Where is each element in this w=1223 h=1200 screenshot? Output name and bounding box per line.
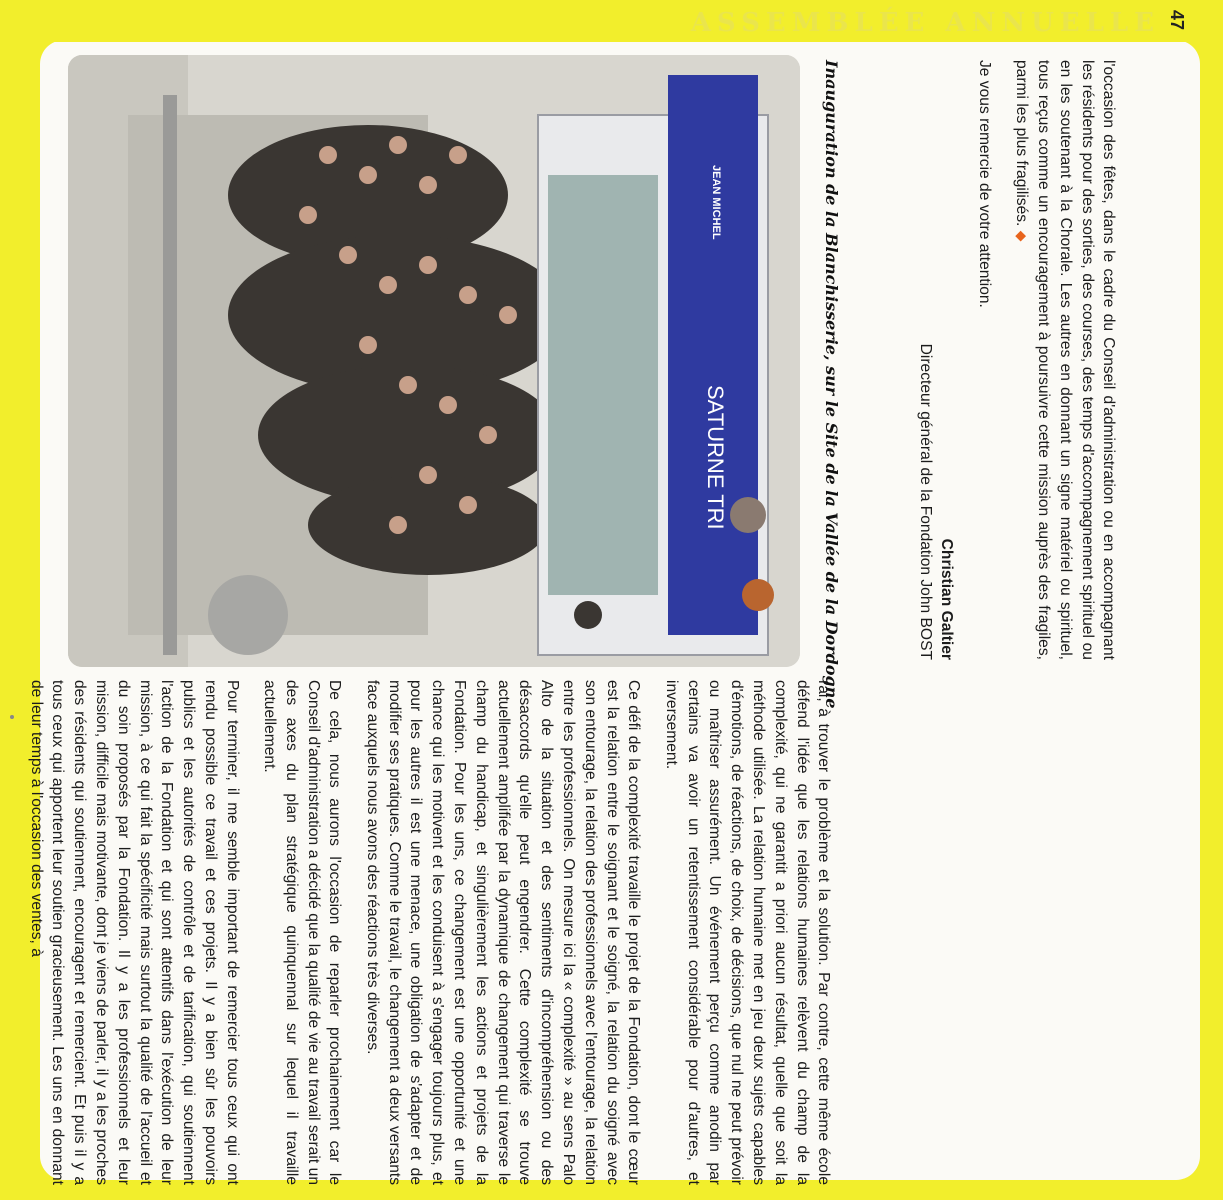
body-column-1 xyxy=(27,680,850,1185)
body-column-2 xyxy=(880,60,1140,660)
paragraph: Je vous remercie de votre attention. xyxy=(975,60,993,308)
diamond-icon: ◆ xyxy=(1014,230,1031,242)
section-title: ASSEMBLÉE ANNUELLE xyxy=(690,8,1160,38)
photo-caption: Inauguration de la Blanchisserie, sur le Site de la Vallée de la Dordogne xyxy=(822,60,841,709)
page-mark xyxy=(10,715,14,719)
event-photo xyxy=(68,55,800,667)
machine-label: SATURNE TRI xyxy=(703,385,728,530)
paragraph: Ce défi de la complexité travaille le projet de la Fondation, dont le cœur est la relation entre le soignant et le soigné, la relation du soigné avec son entourage, la relation des professionnels avec l'entourage, la relation entre les professionnels. On mesure ici la « complexité » au sens Palo Alto de la situation et des sentiments d'incompréhension ou des désaccords qu'elle peut engendrer. Cette complexité se trouve actuellement amplifiée par la dynamique de changement qui traverse le champ du handicap, et singulièrement les actions et projets de la Fondation. Pour les uns, ce changement est une opportunité et une chance qui les motivent et les conduisent à s'engager toujours plus, et pour les autres il est une menace, une obligation de s'adapter et de modifier ses pratiques. Comme le travail, le changement a deux versants face auxquels nous avons des réactions très diverses. xyxy=(363,680,643,1185)
paragraph: De cela, nous aurons l'occasion de reparler prochainement car le Conseil d'administration a décidé que la qualité de vie au travail serait un des axes du plan stratégique quinquennal sur lequel il travaille actuellement. xyxy=(261,680,344,1185)
signature xyxy=(914,60,958,660)
body-column-2-text xyxy=(914,60,1135,660)
photo-illustration xyxy=(68,55,800,667)
paragraph: Pour terminer, il me semble important de remercier tous ceux qui ont rendu possible ce travail et ces projets. Il y a bien sûr les pouvoirs publics et les autorités de contrôle et de tarification, qui soutiennent l'action de la Fondation et qui sont attentifs dans l'exécution de leur mission, à ce qui fait la spécificité mais surtout la qualité de l'accueil et du soin proposés par la Fondation. Il y a les professionnels et leur mission, difficile mais motivante, dont je viens de parler, il y a les proches des résidents qui soutiennent, encouragent et remercient. Et puis il y a tous ceux qui apportent leur soutien gracieusement. Les uns en donnant de leur temps à l'occasion des ventes, à xyxy=(27,680,241,1185)
paragraph-text: l'occasion des fêtes, dans le cadre du Conseil d'administration ou en accompagnant les résidents pour des sorties, des courses, des temps d'accompagnement spirituel ou en les soutenant à la Chorale. Les autres en donnant un signe matériel ou spirituel, tous reçus comme un encouragement à poursuivre cette mission auprès des fragiles, parmi les plus fragilisés. xyxy=(1013,60,1118,660)
signature-name: Christian Galtier xyxy=(938,538,956,660)
body-column-1-text xyxy=(9,680,850,1185)
paragraph: ral, à trouver le problème et la solution. Par contre, cette même école défend l'idée que les relations humaines relèvent du champ de la complexité, qui ne garantit a priori aucun résultat, quelle que soit la méthode utilisée. La relation humaine met en jeu deux sujets capables d'émotions, de réactions, de choix, de décisions, que nul ne peut prévoir ou maîtriser assurément. Un événement perçu comme anodin par certains va avoir un retentissement considérable pour d'autres, et inversement. xyxy=(662,680,833,1185)
paragraph xyxy=(1010,60,1119,660)
machine-brand: JEAN MICHEL xyxy=(710,165,722,240)
signature-title: Directeur général de la Fondation John BOST xyxy=(916,343,934,660)
photo-caption-area xyxy=(815,60,855,709)
page-number: 47 xyxy=(1167,9,1187,30)
